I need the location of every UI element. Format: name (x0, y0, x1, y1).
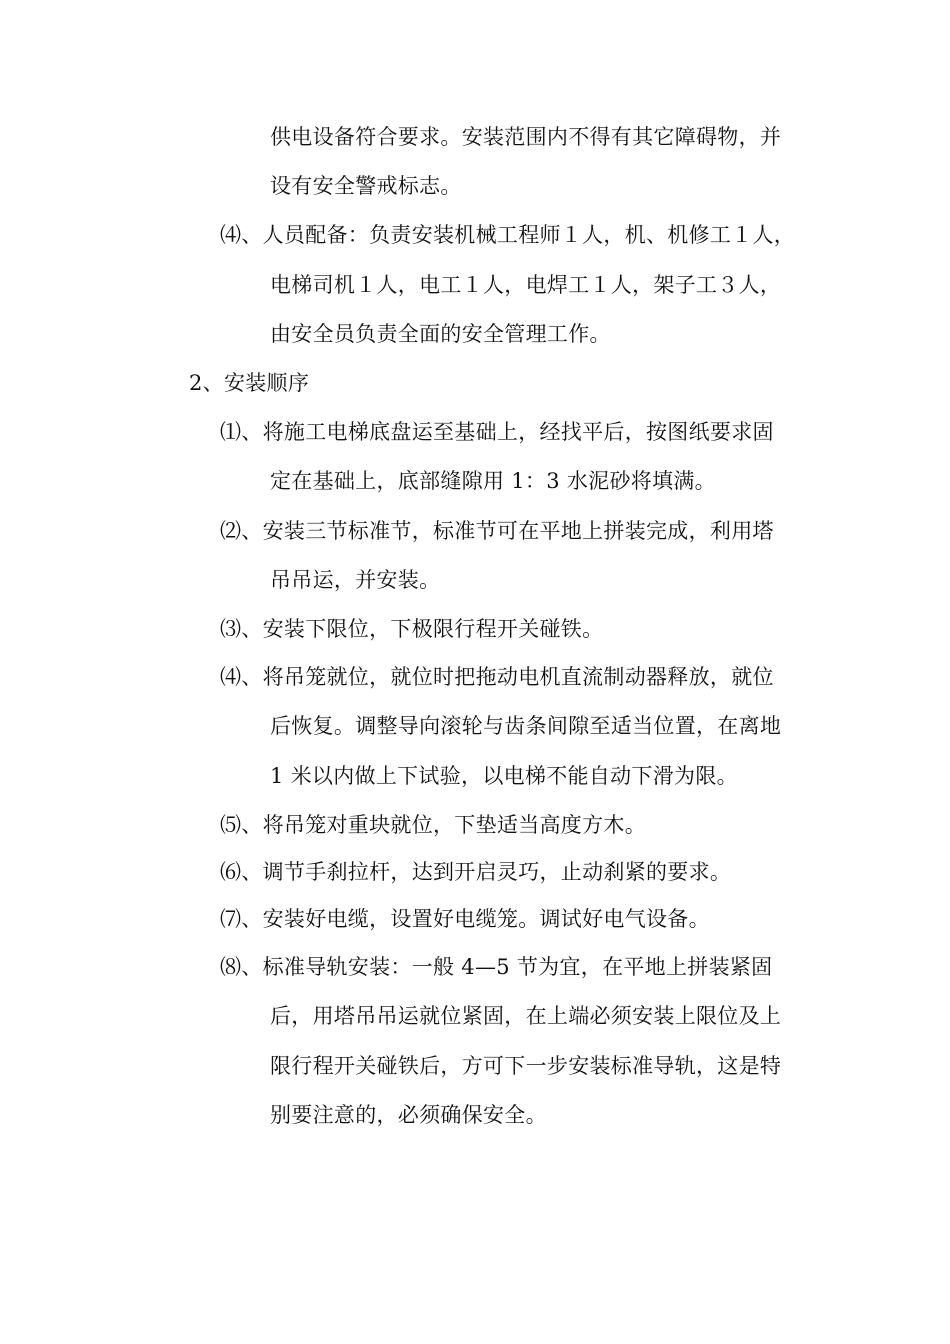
list-item-text: 将施工电梯底盘运至基础上，经找平后，按图纸要求固 (262, 420, 774, 444)
list-item-continuation: 限行程开关碰铁后，方可下一步安装标准导轨，这是特 (270, 1054, 782, 1078)
list-item (220, 662, 774, 692)
list-item-text: 标准导轨安装：一般 4—5 节为宜，在平地上拼装紧固 (262, 955, 773, 979)
list-item-text: 将吊笼就位，就位时把拖动电机直流制动器释放，就位 (262, 665, 774, 689)
list-item-continuation: 1 米以内做上下试验，以电梯不能自动下滑为限。 (270, 764, 738, 788)
list-item-continuation: 别要注意的，必须确保安全。 (270, 1103, 547, 1127)
list-item-text: 人员配备：负责安装机械工程师１人，机、机修工１人， (262, 223, 796, 247)
list-marker: ⑸、 (220, 813, 263, 837)
section-heading: 2、安装顺序 (189, 371, 310, 395)
list-item-text: 调节手刹拉杆，达到开启灵巧，止动刹紧的要求。 (262, 860, 732, 884)
list-item (220, 810, 646, 840)
list-item (220, 614, 603, 644)
list-item-text: 将吊笼对重块就位，下垫适当高度方木。 (262, 813, 647, 837)
paragraph-line: 设有安全警戒标志。 (270, 174, 462, 198)
list-item-staffing (220, 220, 795, 250)
list-marker: ⑴、 (220, 420, 263, 444)
list-item-continuation: 电梯司机１人，电工１人，电焊工１人，架子工３人， (270, 273, 782, 297)
list-marker: ⑵、 (220, 519, 263, 543)
list-item (220, 952, 772, 982)
list-marker: ⑺、 (220, 907, 263, 931)
list-item (220, 857, 731, 887)
list-marker: ⑶、 (220, 617, 263, 641)
list-item-continuation: 后，用塔吊吊运就位紧固，在上端必须安装上限位及上 (270, 1004, 782, 1028)
list-marker: ⑹、 (220, 860, 263, 884)
list-marker: ⑻、 (220, 955, 263, 979)
list-item (220, 417, 774, 447)
list-item-continuation: 吊吊运，并安装。 (270, 568, 441, 592)
list-item-continuation: 定在基础上，底部缝隙用 1：3 水泥砂将填满。 (270, 469, 716, 493)
list-marker: ⑷、 (220, 665, 263, 689)
list-marker: ⑷、 (220, 223, 263, 247)
list-item-continuation: 后恢复。调整导向滚轮与齿条间隙至适当位置，在离地 (270, 714, 782, 738)
list-item (220, 904, 710, 934)
list-item-text: 安装三节标准节，标准节可在平地上拼装完成，利用塔 (262, 519, 774, 543)
list-item (220, 516, 774, 546)
paragraph-line: 供电设备符合要求。安装范围内不得有其它障碍物，并 (270, 125, 782, 149)
list-item-text: 安装好电缆，设置好电缆笼。调试好电气设备。 (262, 907, 710, 931)
list-item-text: 安装下限位，下极限行程开关碰铁。 (262, 617, 604, 641)
list-item-continuation: 由安全员负责全面的安全管理工作。 (270, 322, 611, 346)
